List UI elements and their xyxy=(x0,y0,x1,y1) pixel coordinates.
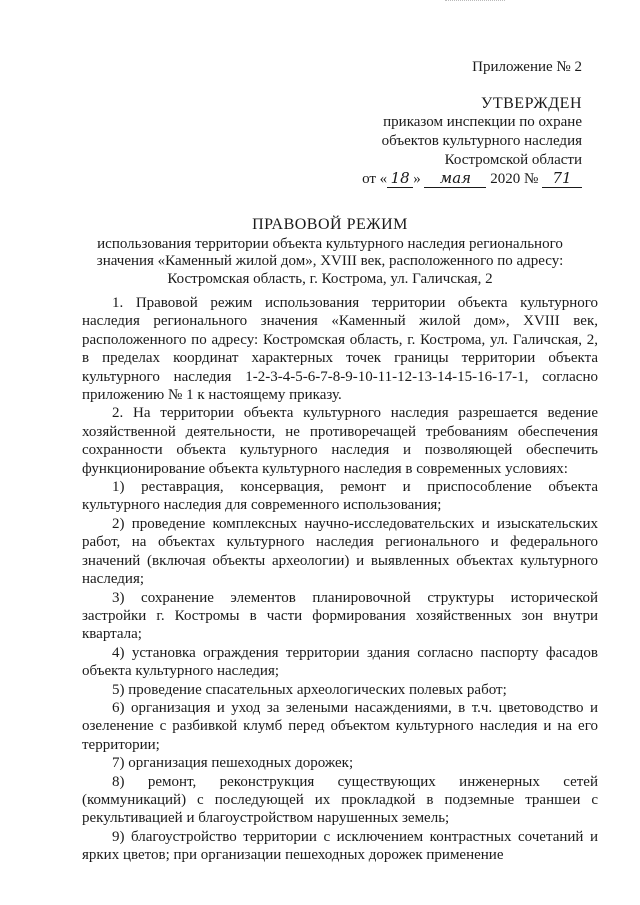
order-date-line xyxy=(362,170,582,189)
date-day: 18 xyxy=(387,170,413,188)
order-number: 71 xyxy=(542,170,582,188)
list-item-6: 6) организация и уход за зелеными насаждениями, в т.ч. цветоводство и озеленение с разбивкой клумб перед объектом культурного наследия и на его территории; xyxy=(82,699,598,753)
date-prefix: от « xyxy=(362,171,388,187)
scan-mark xyxy=(445,0,505,15)
list-item-4: 4) установка ограждения территории здания согласно паспорту фасадов объекта культурного наследия; xyxy=(82,644,598,680)
order-line-1: приказом инспекции по охране xyxy=(383,114,582,130)
subtitle-line-2: значения «Каменный жилой дом», XVIII век, расположенного по адресу: xyxy=(96,253,564,269)
order-line-3: Костромской области xyxy=(444,152,582,168)
list-item-1: 1) реставрация, консервация, ремонт и приспособление объекта культурного наследия для современного использования; xyxy=(82,479,598,514)
document-title-block xyxy=(60,216,600,288)
approved-label: УТВЕРЖДЕН xyxy=(481,95,582,112)
date-month: мая xyxy=(424,170,486,188)
subtitle-line-1: использования территории объекта культурного наследия регионального xyxy=(97,235,563,252)
list-item-9: 9) благоустройство территории с исключением контрастных сочетаний и ярких цветов; при организации пешеходных дорожек применение xyxy=(82,828,598,864)
list-item-5: 5) проведение спасательных археологических полевых работ; xyxy=(112,681,507,698)
paragraph-2: 2. На территории объекта культурного наследия разрешается ведение хозяйственной деятельности, не противоречащей требованиям обеспечения сохранности объекта культурного наследия и позволяющей обеспечить функционирование объекта культурного наследия в современных условиях: xyxy=(82,405,598,477)
subtitle-line-3: Костромская область, г. Кострома, ул. Галичская, 2 xyxy=(167,270,493,287)
list-item-7: 7) организация пешеходных дорожек; xyxy=(112,755,354,772)
paragraph-1: 1. Правовой режим использования территории объекта культурного наследия регионального значения «Каменный жилой дом», XVIII век, расположенного по адресу: Костромская область, г. Кострома, ул. Галичская, 2, в пределах координат характерных точек границы территории объекта культурного наследия 1-2-3-4-5-6-7-8-9-10-11-12-13-14-15-16-17-1, согласно приложению № 1 к настоящему приказу. xyxy=(82,295,598,404)
list-item-8: 8) ремонт, реконструкция существующих инженерных сетей (коммуникаций) с последующей их прокладкой в подземные траншеи с рекультивацией и благоустройством нарушенных земель; xyxy=(82,773,598,827)
date-year: 2020 № xyxy=(490,171,539,187)
document-title: ПРАВОВОЙ РЕЖИМ xyxy=(252,216,408,233)
appendix-label: Приложение № 2 xyxy=(472,59,582,75)
document-body xyxy=(82,294,598,865)
list-item-3: 3) сохранение элементов планировочной структуры исторической застройки г. Костромы в части формирования хозяйственных зон внутри квартала; xyxy=(82,589,598,643)
approval-header xyxy=(362,58,582,189)
order-line-2: объектов культурного наследия xyxy=(381,133,582,149)
date-mid: » xyxy=(413,171,421,187)
list-item-2: 2) проведение комплексных научно-исследовательских и изыскательских работ, на объектах культурного наследия регионального и федерального значений (включая объекты археологии) и выявленных объектах культурного наследия; xyxy=(82,515,598,588)
